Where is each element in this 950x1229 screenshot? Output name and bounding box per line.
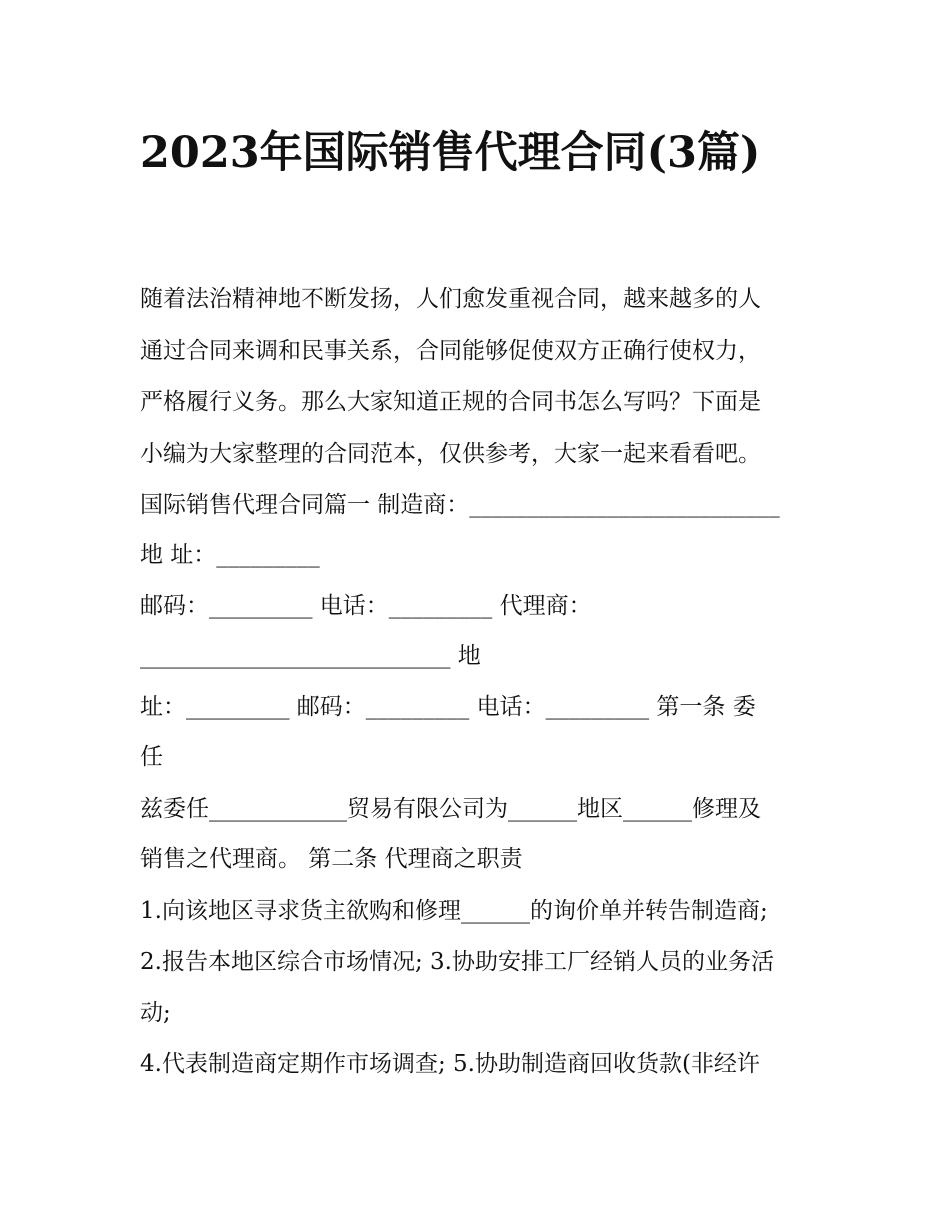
body-line: 通过合同来调和民事关系，合同能够促使双方正确行使权力， bbox=[140, 338, 761, 364]
body-line: 销售之代理商。 第二条 代理商之职责 bbox=[140, 846, 523, 872]
body-line: 兹委任____________贸易有限公司为______地区______修理及 bbox=[140, 796, 761, 822]
body-line: 邮码：_________ 电话：_________ 代理商： bbox=[140, 593, 592, 619]
document-title: 2023年国际销售代理合同(3篇) bbox=[140, 128, 761, 178]
body-line: 小编为大家整理的合同范本，仅供参考，大家一起来看看吧。 bbox=[140, 441, 761, 467]
body-line: 国际销售代理合同篇一 制造商：___________________________ bbox=[140, 492, 780, 518]
body-line: ___________________________ 地 bbox=[140, 643, 481, 669]
body-line: 4.代表制造商定期作市场调查; 5.协助制造商回收货款(非经许 bbox=[140, 1051, 760, 1077]
body-line: 地 址：_________ bbox=[140, 542, 320, 568]
body-line: 任 bbox=[140, 744, 163, 770]
body-line: 严格履行义务。那么大家知道正规的合同书怎么写吗？下面是 bbox=[140, 389, 761, 415]
body-line: 址：_________ 邮码：_________ 电话：_________ 第一条 委 bbox=[140, 694, 756, 720]
body-line: 2.报告本地区综合市场情况; 3.协助安排工厂经销人员的业务活 bbox=[140, 949, 774, 975]
body-line: 随着法治精神地不断发扬，人们愈发重视合同，越来越多的人 bbox=[140, 286, 761, 312]
body-line: 1.向该地区寻求货主欲购和修理______的询价单并转告制造商; bbox=[140, 898, 768, 924]
body-line: 动; bbox=[140, 1000, 171, 1026]
